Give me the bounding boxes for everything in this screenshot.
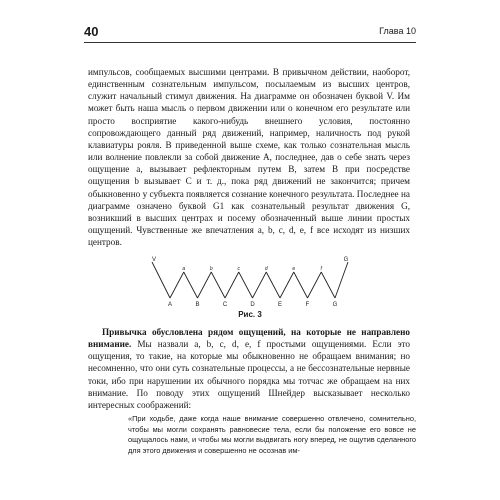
label-movement: A	[167, 302, 173, 308]
paragraph-attention-text: Мы назвали a, b, c, d, e, f простыми ощущениями. Если это ощущения, то такие, на которые мы обыкновенно не обращаем внимания; но несомненно, что они суть сознательные процессы, а не бессознательные нервные токи, ибо при нарушении их обычного порядка мы тотчас же обращаем на них внимание. По поводу этих ощущений Шнейдер высказывает несколько интересных соображений:	[88, 339, 411, 410]
zigzag-segment	[239, 272, 253, 298]
quote-schneider: «При ходьбе, даже когда наше внимание совершенно отвлечено, сомнительно, чтобы мы могли сохранять равновесие тела, если бы положение его вовсе не ощущалось нами, и чтобы мы могли выдвигать ногу вперед, не ощутив сделанного для этого движения и совершенно не осознав им-	[128, 414, 416, 455]
paragraph-attention	[88, 326, 410, 411]
label-movement: C	[222, 302, 228, 308]
zigzag-segment	[152, 262, 170, 298]
label-end-g: G	[343, 257, 349, 263]
label-movement: E	[277, 302, 283, 308]
paragraph-habit-sequence: импульсов, сообщаемых высшими центрами. В привычном действии, наоборот, единственным сознательным импульсом, посылаемым из высших центров, служит начальный стимул движения. На диаграмме он обозначен буквой V. Им может быть наша мысль о первом движении или о конечном его результате или просто восприятие какого-нибудь внешнего условия, постоянно сопровождающего данный ряд движений, например, наличность под рукой клавиатуры рояля. В приведенной выше схеме, как только сознательная мысль или волнение повлекли за собой движение A, последнее, дав о себе знать через ощущение a, вызывает рефлекторным путем B, затем B при посредстве ощущения b вызывает C и т. д., пока ряд движений не закончится; причем обыкновенно у субъекта появляется сознание конечного результата. Последнее на диаграмме означено буквой G1 как сознательный результат движения G, возникший в высших центрах и посему обозначенный выше линии простых ощущений. Чувственные же впечатления a, b, c, d, e, f все исходят из низших центров.	[88, 67, 410, 248]
zigzag-segment	[335, 262, 348, 298]
label-movement: F	[305, 302, 310, 308]
zigzag-segment	[211, 272, 225, 298]
zigzag-segment	[184, 272, 198, 298]
figure-caption: Рис. 3	[238, 310, 262, 319]
figure-labels	[152, 257, 349, 308]
label-movement: D	[250, 302, 255, 308]
page-header	[84, 22, 416, 42]
zigzag-segment	[170, 272, 184, 298]
zigzag-segment	[266, 272, 280, 298]
zigzag-segment	[321, 272, 335, 298]
zigzag-segment	[308, 272, 322, 298]
label-sensation: c	[237, 266, 240, 272]
label-sensation: b	[209, 266, 213, 272]
zigzag-segment	[225, 272, 239, 298]
zigzag-segment	[198, 272, 212, 298]
label-sensation: e	[292, 266, 296, 272]
label-sensation: f	[320, 266, 322, 272]
label-start-v: V	[151, 257, 157, 263]
label-sensation: a	[182, 266, 186, 272]
label-sensation: d	[264, 266, 268, 272]
page-number: 40	[84, 24, 99, 39]
paragraph-heading: Привычка обусловлена рядом ощущений, на которые не направлено внимание.	[88, 327, 410, 350]
chapter-title: Глава 10	[379, 26, 416, 36]
header-divider	[84, 42, 416, 43]
label-movement: B	[195, 302, 200, 308]
zigzag-segment	[280, 272, 294, 298]
label-movement: G	[332, 302, 338, 308]
zigzag-segment	[253, 272, 267, 298]
zigzag-segment	[294, 272, 308, 298]
